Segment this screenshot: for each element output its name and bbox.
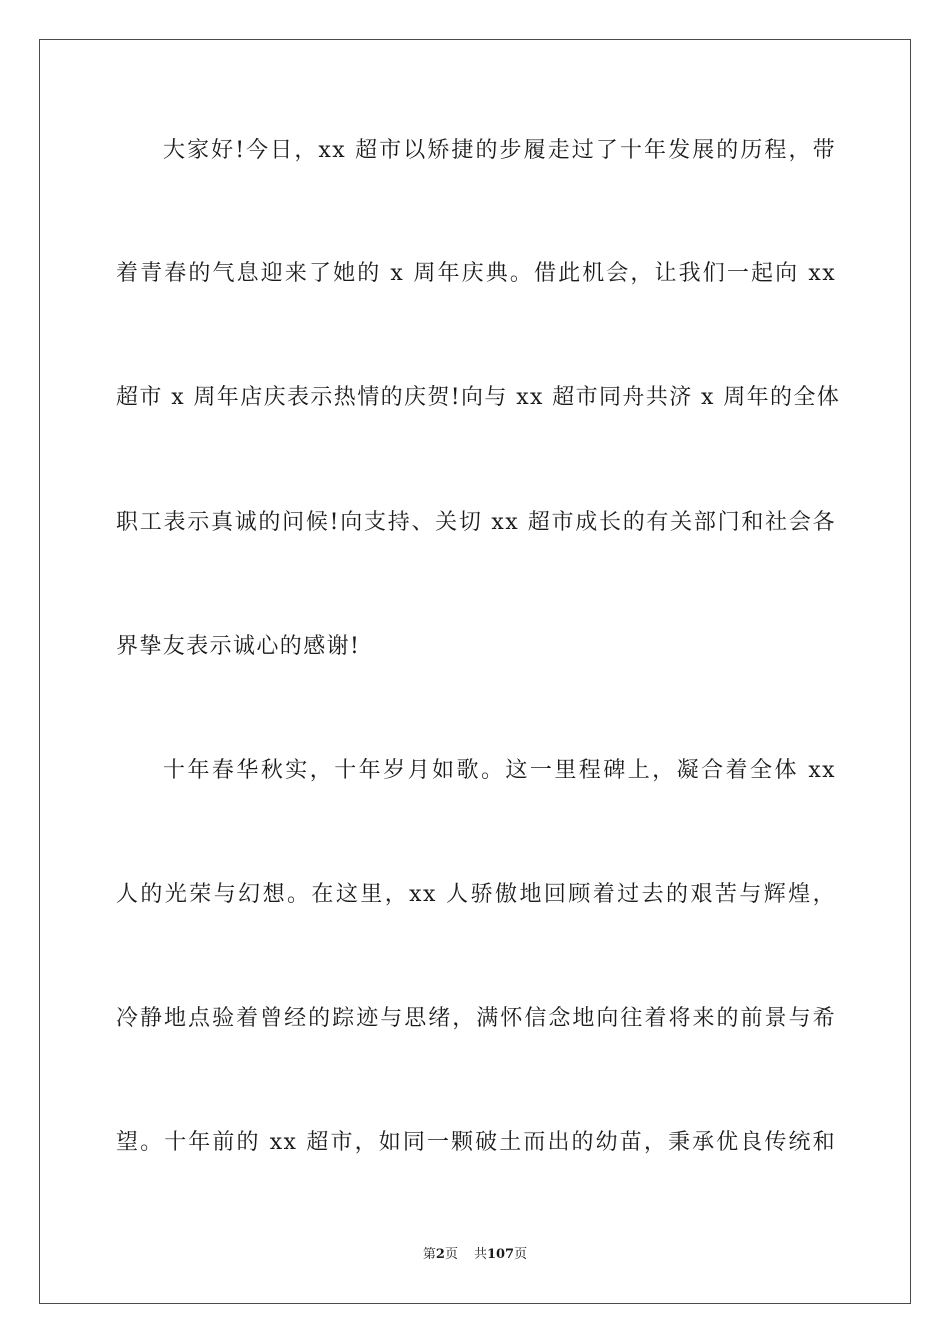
text-line-4: 职工表示真诚的问候!向支持、关切 xx 超市成长的有关部门和社会各 bbox=[116, 510, 836, 535]
text-line-9: 望。十年前的 xx 超市，如同一颗破土而出的幼苗，秉承优良传统和 bbox=[116, 1130, 836, 1155]
text-line-7: 人的光荣与幻想。在这里，xx 人骄傲地回顾着过去的艰苦与辉煌， bbox=[116, 882, 836, 907]
footer-total-number: 107 bbox=[486, 1247, 515, 1262]
footer-page-suffix: 页 bbox=[444, 1247, 458, 1262]
text-line-2: 着青春的气息迎来了她的 x 周年庆典。借此机会，让我们一起向 xx bbox=[116, 261, 836, 286]
footer-page-prefix: 第 bbox=[422, 1247, 436, 1262]
text-line-3: 超市 x 周年店庆表示热情的庆贺!向与 xx 超市同舟共济 x 周年的全体 bbox=[116, 385, 841, 410]
text-line-8: 冷静地点验着曾经的踪迹与思绪，满怀信念地向往着将来的前景与希 bbox=[116, 1006, 836, 1031]
footer-total-prefix: 共 bbox=[473, 1247, 487, 1262]
text-line-6: 十年春华秋实，十年岁月如歌。这一里程碑上，凝合着全体 xx bbox=[163, 758, 836, 783]
page-border bbox=[39, 39, 911, 1304]
text-line-5: 界挚友表示诚心的感谢! bbox=[116, 634, 361, 659]
footer-total-suffix: 页 bbox=[514, 1247, 528, 1262]
page-footer bbox=[0, 1246, 950, 1264]
text-line-1: 大家好!今日，xx 超市以矫捷的步履走过了十年发展的历程，带 bbox=[163, 138, 836, 163]
footer-page-number: 2 bbox=[435, 1247, 445, 1262]
